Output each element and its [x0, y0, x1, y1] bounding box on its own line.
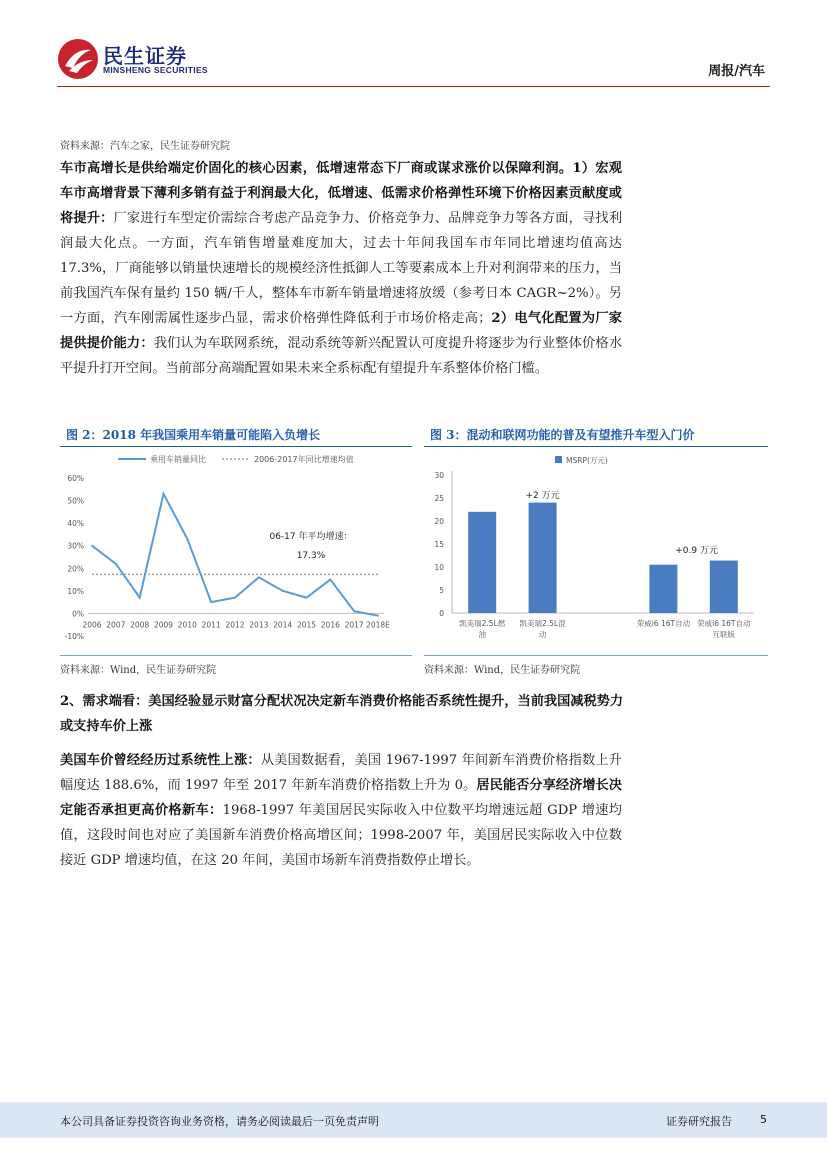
data-point-yoy: [377, 615, 379, 617]
source-note-top: 资料来源：汽车之家，民生证券研究院: [60, 141, 230, 152]
header-divider: [57, 86, 770, 87]
paragraph-text: 从美国数据看，美国 1967-1997 年间新车消费价格指数上升幅度达 188.6%，而 1997 年至 2017 年新车消费价格指数上升为 0。: [60, 753, 622, 793]
x-tick-label: 互联版: [712, 630, 736, 639]
paragraph-bold-lead: 美国车价曾经经历过系统性上涨：: [60, 753, 261, 768]
data-point-yoy: [329, 579, 331, 581]
footer-disclaimer: 本公司具备证券投资咨询业务资格，请务必阅读最后一页免责声明: [60, 1115, 379, 1128]
x-tick-label: 油: [478, 630, 486, 639]
brand-logo: [57, 38, 217, 82]
figure-2-source: 资料来源：Wind，民生证券研究院: [60, 665, 217, 676]
y-tick-label: 50%: [67, 496, 84, 506]
x-tick-label: 2007: [106, 620, 126, 630]
data-point-yoy: [115, 563, 117, 565]
y-tick-label: 30%: [67, 541, 84, 551]
section-2-heading: 2、需求端看：美国经验显示财富分配状况决定新车消费价格能否系统性提升，当前我国减税势力或支持车价上涨: [60, 694, 624, 734]
annotation-hybrid-increase: +2 万元: [525, 491, 560, 501]
y-tick-label: 40%: [67, 519, 84, 529]
y-tick-label: 20%: [67, 564, 84, 574]
bar-msrp: [529, 503, 557, 613]
annotation-average-label: 06-17 年平均增速：: [269, 532, 353, 542]
paragraph-bold-lead: 车市高增长是供给端定价固化的核心因素，低增速常态下厂商或谋求涨价以保障利润。1）宏观车市高增背景下薄利多销有益于利润最大化，低增速、低需求价格弹性环境下价格因素贡献度或将提升：: [60, 161, 622, 226]
figure-3-title-rule: [424, 446, 768, 447]
x-tick-label: 凯美瑞2.5L燃: [459, 619, 506, 628]
paragraph-text: 1968-1997 年美国居民实际收入中位数平均增速远超 GDP 增速均值，这段时间也对应了美国新车消费价格高增区间；1998-2007 年，美国居民实际收入中位数接近 GDP 增速均值，在这 20 年间，美国市场新车消费指数停止增长。: [60, 803, 622, 868]
y-tick-label: 15: [434, 540, 444, 549]
data-point-yoy: [91, 545, 93, 547]
data-point-yoy: [234, 597, 236, 599]
x-tick-label: 凯美瑞2.5L混: [519, 619, 566, 628]
data-point-yoy: [139, 597, 141, 599]
figure-2-title: 图 2：2018 年我国乘用车销量可能陷入负增长: [66, 428, 321, 442]
paragraph-bold-point: 2）电气化配置为厂家提供提价能力：: [60, 311, 622, 351]
data-point-yoy: [353, 610, 355, 612]
x-tick-label: 2011: [201, 620, 221, 630]
legend-swatch-msrp: [555, 456, 562, 463]
logo-english-name: MINSHENG SECURITIES: [103, 65, 208, 75]
x-tick-label: 2009: [153, 620, 174, 630]
x-tick-label: 2014: [273, 620, 293, 630]
figure-3-bottom-rule: [424, 655, 768, 656]
x-tick-label: 2008: [130, 620, 150, 630]
x-tick-label: 2010: [177, 620, 197, 630]
paragraph-demand-side: [60, 748, 622, 873]
figure-3-bar-chart: [424, 448, 768, 654]
data-point-yoy: [210, 601, 212, 603]
bar-msrp: [468, 512, 496, 613]
x-tick-label: 2016: [320, 620, 340, 630]
logo-chinese-name: 民生证券: [103, 44, 187, 68]
data-point-yoy: [282, 590, 284, 592]
bar-msrp: [710, 561, 738, 613]
x-tick-label: 荣威i6 16T自动: [697, 619, 751, 628]
annotation-average-value: 17.3%: [296, 551, 326, 561]
page-footer: [0, 1102, 827, 1138]
figure-2-line-chart: [60, 448, 412, 654]
data-point-yoy: [258, 576, 260, 578]
data-point-yoy: [163, 493, 165, 495]
figure-3-source: 资料来源：Wind，民生证券研究院: [424, 665, 581, 676]
bar-msrp: [649, 565, 677, 613]
paragraph-text: 我们认为车联网系统，混动系统等新兴配置认可度提升将逐步为行业整体价格水平提升打开空间。当前部分高端配置如果未来全系标配有望提升车系整体价格门槛。: [60, 336, 623, 376]
paragraph-supply-side: [60, 156, 622, 381]
y-tick-label: 60%: [67, 474, 84, 483]
paragraph-bold-point: 居民能否分享经济增长决定能否承担更高价格新车：: [60, 778, 622, 818]
figure-2-title-rule: [60, 446, 412, 447]
figure-2-bottom-rule: [60, 655, 412, 656]
x-tick-label: 荣威i6 16T自动: [636, 619, 691, 628]
x-tick-label: 2015: [296, 620, 317, 630]
data-point-yoy: [186, 538, 188, 540]
y-tick-label: 0%: [72, 609, 84, 619]
y-tick-label: 25: [434, 494, 444, 503]
x-tick-label: 2012: [225, 620, 245, 630]
x-tick-label: 2017: [344, 620, 364, 630]
y-tick-label: 10: [434, 563, 444, 572]
x-tick-label: 2013: [249, 620, 269, 630]
y-tick-label: 10%: [67, 586, 84, 596]
x-tick-label: 2006: [82, 620, 102, 630]
figure-3-title: 图 3：混动和联网功能的普及有望推升车型入门价: [430, 428, 695, 442]
paragraph-text: 厂家进行车型定价需综合考虑产品竞争力、价格竞争力、品牌竞争力等各方面，寻找利润最大化点。一方面，汽车销售增量难度加大，过去十年间我国车市年同比增速均值高达 17.3%，厂商能够以销量快速增长的规模经济性抵御人工等要素成本上升对利润带来的压力，当前我国汽车保有量约 150 辆/千人，整体车市新车销量增速将放缓（参考日本 CAGR~2%）。另一方面，汽车刚需属性逐步凸显，需求价格弹性降低利于市场价格走高；: [60, 211, 623, 326]
y-tick-label: -10%: [64, 632, 84, 641]
report-tag: 周报/汽车: [708, 64, 765, 79]
y-tick-label: 30: [434, 471, 444, 480]
y-tick-label: 20: [434, 517, 444, 526]
legend-label-msrp: MSRP(万元): [566, 456, 608, 465]
x-tick-label: 2018E: [366, 620, 390, 630]
page-number: 5: [760, 1113, 767, 1126]
x-tick-label: 动: [538, 630, 547, 639]
legend-label-yoy: 乘用车销量同比: [150, 455, 206, 464]
data-point-yoy: [306, 597, 308, 599]
y-tick-label: 5: [439, 586, 444, 595]
logo-mark-icon: [57, 38, 99, 80]
annotation-connected-increase: +0.9 万元: [675, 546, 718, 556]
legend-label-average: 2006-2017年同比增速均值: [254, 455, 354, 464]
y-tick-label: 0: [439, 609, 444, 618]
footer-report-type: 证券研究报告: [666, 1115, 732, 1128]
